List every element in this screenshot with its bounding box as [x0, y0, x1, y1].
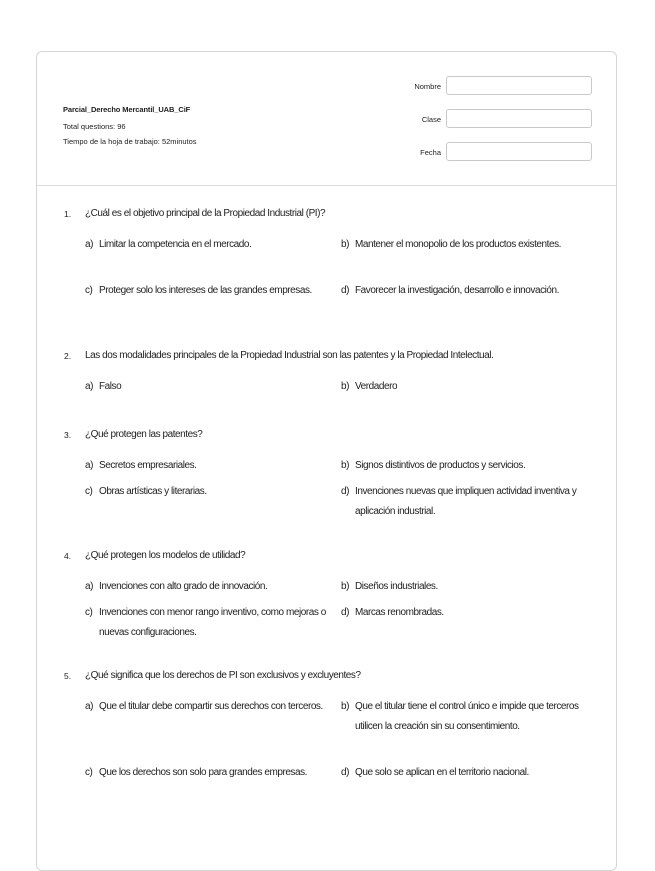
- option-b[interactable]: [341, 456, 603, 476]
- option-text: Diseños industriales.: [355, 581, 438, 592]
- option-d[interactable]: [341, 603, 603, 623]
- option-text: Que el titular tiene el control único e impide que terceros utilicen la creación sin su consentimiento.: [355, 701, 579, 732]
- option-text: Falso: [99, 381, 122, 392]
- option-b[interactable]: [341, 577, 603, 597]
- option-text: Invenciones nuevas que impliquen actividad inventiva y aplicación industrial.: [355, 486, 577, 517]
- worksheet-header: [37, 52, 616, 186]
- option-a[interactable]: [85, 697, 335, 717]
- question-text: ¿Qué significa que los derechos de PI son exclusivos y excluyentes?: [85, 670, 361, 681]
- option-text: Limitar la competencia en el mercado.: [99, 239, 252, 250]
- class-label: Clase: [421, 115, 441, 124]
- date-field-row: [337, 142, 593, 162]
- option-text: Favorecer la investigación, desarrollo e innovación.: [355, 285, 559, 296]
- option-c[interactable]: [85, 603, 335, 643]
- date-input[interactable]: [446, 142, 592, 161]
- option-c[interactable]: [85, 281, 335, 301]
- option-a[interactable]: [85, 456, 335, 476]
- class-field-row: [337, 109, 593, 129]
- worksheet-title: Parcial_Derecho Mercantil_UAB_CiF: [63, 105, 191, 114]
- option-letter: b): [341, 381, 349, 392]
- option-letter: c): [85, 767, 93, 778]
- question-text: ¿Qué protegen los modelos de utilidad?: [85, 550, 246, 561]
- option-letter: c): [85, 486, 93, 497]
- question-number: 4.: [64, 551, 72, 561]
- option-b[interactable]: [341, 235, 603, 255]
- worksheet-time: Tiempo de la hoja de trabajo: 52minutos: [63, 137, 197, 146]
- question-text: ¿Cuál es el objetivo principal de la Propiedad Industrial (PI)?: [85, 208, 326, 219]
- option-letter: c): [85, 607, 93, 618]
- date-label: Fecha: [420, 148, 441, 157]
- option-a[interactable]: [85, 377, 335, 397]
- option-letter: d): [341, 285, 349, 296]
- option-a[interactable]: [85, 235, 335, 255]
- option-text: Verdadero: [355, 381, 398, 392]
- question-number: 2.: [64, 351, 72, 361]
- option-text: Invenciones con menor rango inventivo, como mejoras o nuevas configuraciones.: [99, 607, 326, 638]
- option-text: Que el titular debe compartir sus derechos con terceros.: [99, 701, 323, 712]
- option-text: Obras artísticas y literarias.: [99, 486, 207, 497]
- option-text: Proteger solo los intereses de las grandes empresas.: [99, 285, 312, 296]
- option-b[interactable]: [341, 697, 603, 737]
- worksheet: [36, 51, 617, 871]
- option-d[interactable]: [341, 482, 603, 522]
- total-questions: Total questions: 96: [63, 122, 126, 131]
- option-letter: a): [85, 381, 93, 392]
- option-text: Que solo se aplican en el territorio nacional.: [355, 767, 529, 778]
- option-b[interactable]: [341, 377, 603, 397]
- option-letter: b): [341, 581, 349, 592]
- question-text: ¿Qué protegen las patentes?: [85, 429, 203, 440]
- option-a[interactable]: [85, 577, 335, 597]
- question-number: 5.: [64, 671, 72, 681]
- option-letter: d): [341, 607, 349, 618]
- option-letter: a): [85, 239, 93, 250]
- class-input[interactable]: [446, 109, 592, 128]
- option-letter: a): [85, 460, 93, 471]
- option-d[interactable]: [341, 763, 603, 783]
- question-number: 1.: [64, 209, 72, 219]
- name-label: Nombre: [414, 82, 441, 91]
- option-text: Signos distintivos de productos y servicios.: [355, 460, 526, 471]
- option-letter: d): [341, 486, 349, 497]
- question-number: 3.: [64, 430, 72, 440]
- option-letter: b): [341, 701, 349, 712]
- option-text: Marcas renombradas.: [355, 607, 444, 618]
- option-letter: c): [85, 285, 93, 296]
- option-text: Invenciones con alto grado de innovación.: [99, 581, 268, 592]
- question-text: Las dos modalidades principales de la Propiedad Industrial son las patentes y la Propiedad Intelectual.: [85, 350, 494, 361]
- option-c[interactable]: [85, 763, 335, 783]
- option-text: Mantener el monopolio de los productos existentes.: [355, 239, 561, 250]
- option-letter: b): [341, 239, 349, 250]
- name-input[interactable]: [446, 76, 592, 95]
- option-c[interactable]: [85, 482, 335, 502]
- option-text: Secretos empresariales.: [99, 460, 197, 471]
- name-field-row: [337, 76, 593, 96]
- option-d[interactable]: [341, 281, 603, 301]
- option-letter: a): [85, 701, 93, 712]
- option-letter: b): [341, 460, 349, 471]
- option-letter: d): [341, 767, 349, 778]
- option-text: Que los derechos son solo para grandes empresas.: [99, 767, 307, 778]
- option-letter: a): [85, 581, 93, 592]
